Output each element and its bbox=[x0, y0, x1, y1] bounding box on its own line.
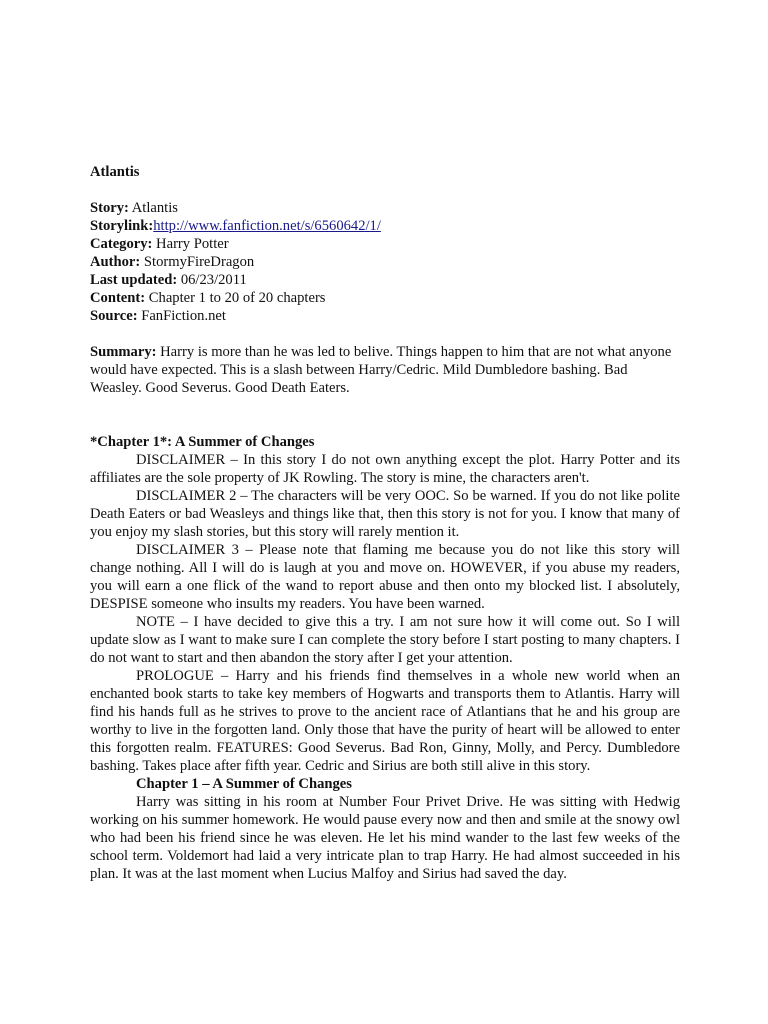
story-metadata bbox=[90, 199, 680, 325]
chapter-heading: *Chapter 1*: A Summer of Changes bbox=[90, 434, 315, 450]
meta-label: Content: bbox=[90, 290, 146, 306]
disclaimer-2-paragraph: DISCLAIMER 2 – The characters will be very OOC. So be warned. If you do not like polite Death Eaters or bad Weasleys and things like that, then this story is not for you. I know that many of you enjoy my slash stories, but this story will rarely mention it. bbox=[90, 488, 680, 540]
meta-author bbox=[90, 253, 680, 271]
story-link[interactable]: http://www.fanfiction.net/s/6560642/1/ bbox=[153, 218, 381, 234]
meta-label: Storylink: bbox=[90, 218, 154, 234]
meta-value: Harry Potter bbox=[152, 236, 229, 252]
meta-content bbox=[90, 289, 680, 307]
meta-label: Author: bbox=[90, 254, 141, 270]
meta-source bbox=[90, 307, 680, 325]
chapter-sub-heading: Chapter 1 – A Summer of Changes bbox=[136, 776, 352, 792]
meta-story bbox=[90, 199, 680, 217]
summary bbox=[90, 343, 680, 397]
story-paragraph: Harry was sitting in his room at Number Four Privet Drive. He was sitting with Hedwig working on his summer homework. He would pause every now and then and smile at the snowy owl who had been his friend since he was eleven. He let his mind wander to the last few weeks of the school term. Voldemort had laid a very intricate plan to trap Harry. He had almost succeeded in his plan. It was at the last moment when Lucius Malfoy and Sirius had saved the day. bbox=[90, 794, 680, 882]
meta-label: Story: bbox=[90, 200, 129, 216]
document-title: Atlantis bbox=[90, 164, 140, 180]
meta-label: Last updated: bbox=[90, 272, 178, 288]
meta-storylink bbox=[90, 217, 680, 235]
disclaimer-3-paragraph: DISCLAIMER 3 – Please note that flaming me because you do not like this story will change nothing. All I will do is laugh at you and move on. HOWEVER, if you abuse my readers, you will earn a one flick of the wand to report abuse and then onto my blocked list. I absolutely, DESPISE someone who insults my readers. You have been warned. bbox=[90, 542, 680, 612]
meta-label: Category: bbox=[90, 236, 153, 252]
note-paragraph: NOTE – I have decided to give this a try. I am not sure how it will come out. So I will update slow as I want to make sure I can complete the story before I start posting to many chapters. I do not want to start and then abandon the story after I get your attention. bbox=[90, 614, 680, 666]
disclaimer-paragraph: DISCLAIMER – In this story I do not own anything except the plot. Harry Potter and its affiliates are the sole property of JK Rowling. The story is mine, the characters aren't. bbox=[90, 452, 680, 486]
meta-value: Atlantis bbox=[128, 200, 178, 216]
meta-label: Source: bbox=[90, 308, 138, 324]
meta-value: Chapter 1 to 20 of 20 chapters bbox=[145, 290, 326, 306]
meta-value: FanFiction.net bbox=[137, 308, 226, 324]
prologue-paragraph: PROLOGUE – Harry and his friends find themselves in a whole new world when an enchanted book starts to take key members of Hogwarts and transports them to Atlantis. Harry will find his hands full as he strives to prove to the ancient race of Atlantians that he and his group are worthy to live in the forgotten land. Only those that have the purity of heart will be allowed to enter this forgotten realm. FEATURES: Good Severus. Bad Ron, Ginny, Molly, and Percy. Dumbledore bashing. Takes place after fifth year. Cedric and Sirius are both still alive in this story. bbox=[90, 668, 680, 774]
meta-value: StormyFireDragon bbox=[140, 254, 255, 270]
meta-last-updated bbox=[90, 271, 680, 289]
meta-category bbox=[90, 235, 680, 253]
document-page bbox=[90, 163, 680, 883]
summary-label: Summary: bbox=[90, 344, 157, 360]
meta-value: 06/23/2011 bbox=[177, 272, 247, 288]
summary-text: Harry is more than he was led to belive. Things happen to him that are not what anyone would have expected. This is a slash between Harry/Cedric. Mild Dumbledore bashing. Bad Weasley. Good Severus. Good Death Eaters. bbox=[90, 344, 672, 396]
